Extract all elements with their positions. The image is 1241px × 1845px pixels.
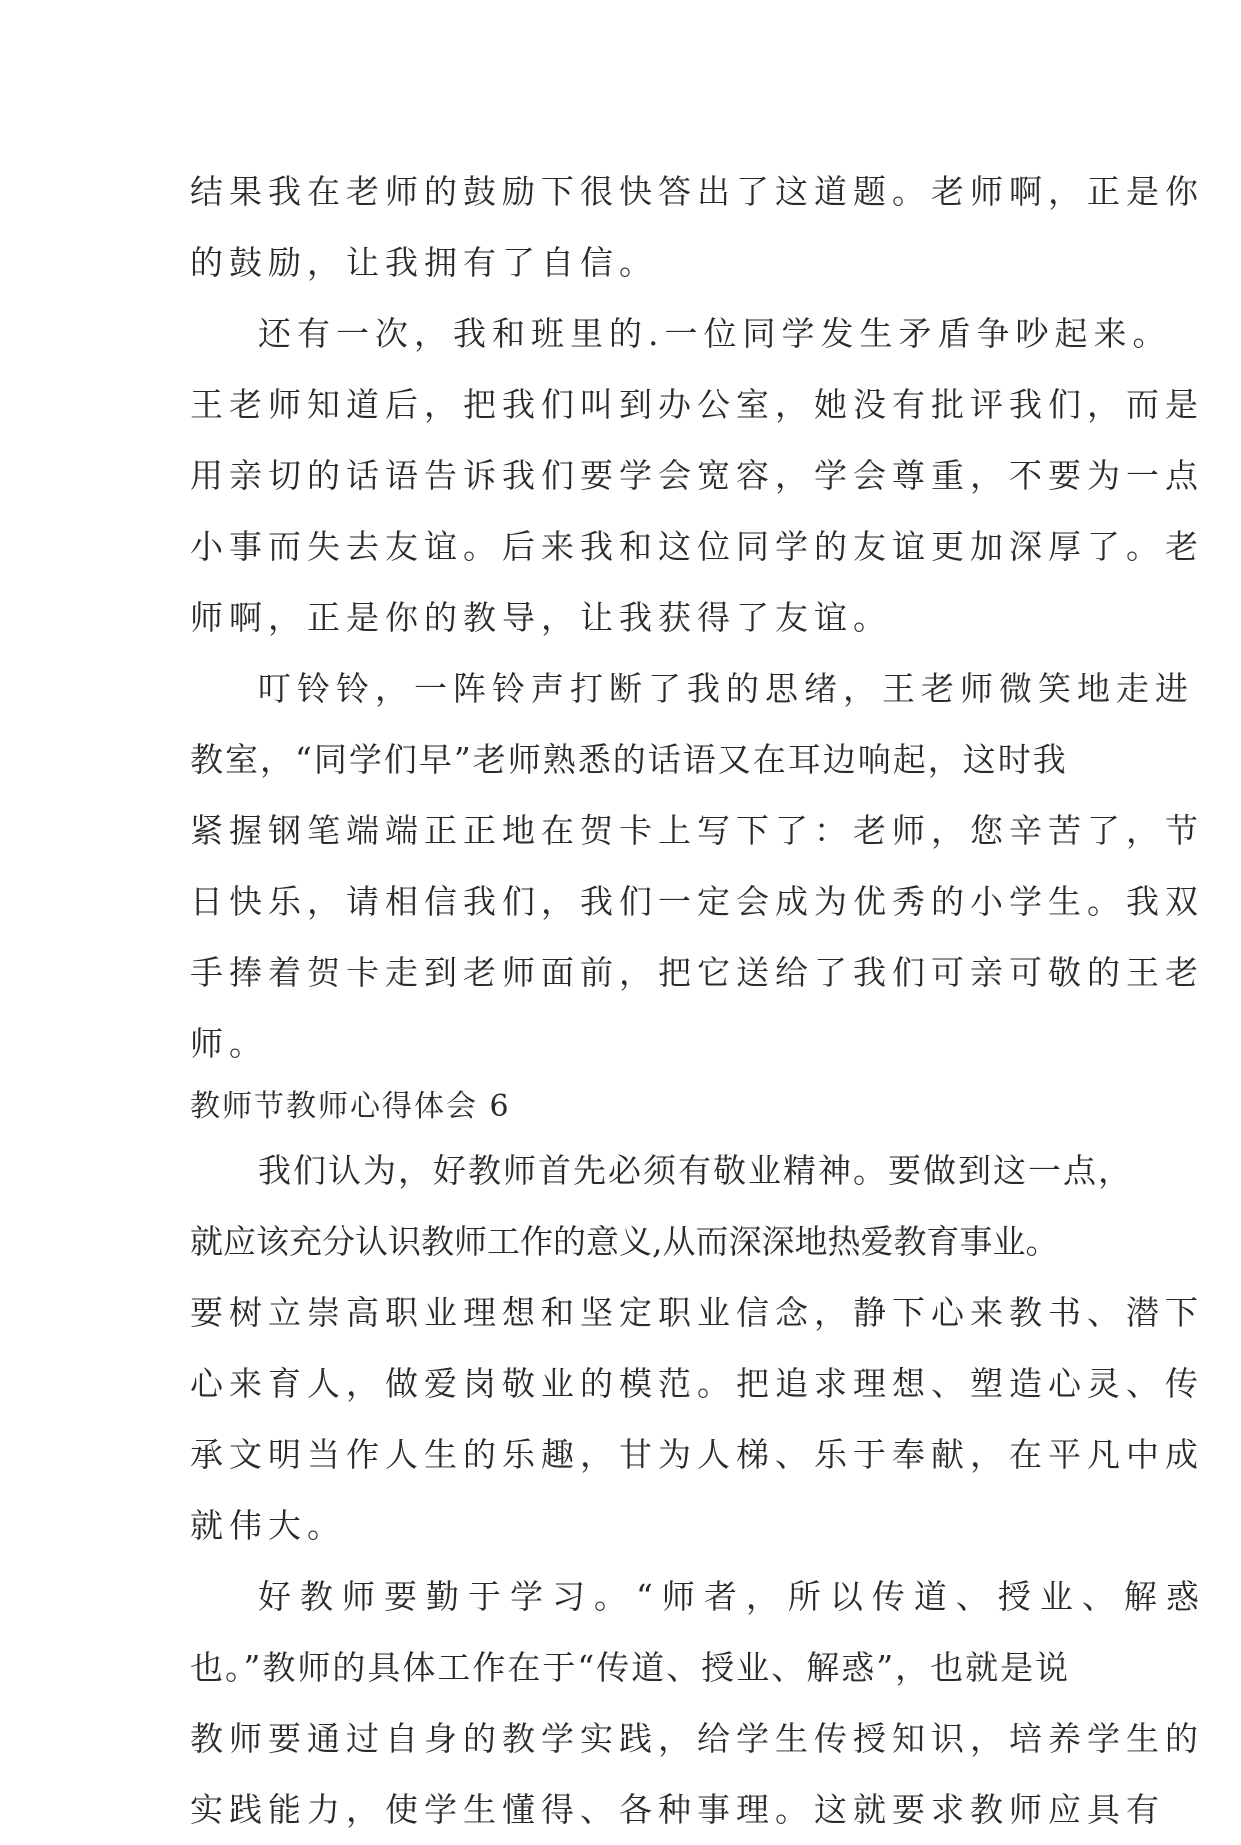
text-line: 的鼓励，让我拥有了自信。: [190, 243, 658, 282]
text-line: 日快乐，请相信我们，我们一定会成为优秀的小学生。我双: [190, 882, 1204, 921]
text-line: 心来育人，做爱岗敬业的模范。把追求理想、塑造心灵、传: [190, 1364, 1204, 1403]
text-line: 实践能力，使学生懂得、各种事理。这就要求教师应具有: [190, 1790, 1165, 1829]
document-body: [190, 156, 1208, 1845]
text-line: 承文明当作人生的乐趣，甘为人梯、乐于奉献，在平凡中成: [190, 1435, 1204, 1474]
text-line: 紧握钢笔端端正正地在贺卡上写下了：老师，您辛苦了，节: [190, 811, 1204, 850]
text-line: 要树立崇高职业理想和坚定职业信念，静下心来教书、潜下: [190, 1293, 1204, 1332]
text-line: 教室，“同学们早”老师熟悉的话语又在耳边响起，这时我: [190, 740, 1068, 779]
paragraph-5: [190, 1561, 1208, 1845]
text-line: 就伟大。: [190, 1506, 346, 1545]
paragraph-1: [190, 156, 1204, 298]
text-line: 师啊，正是你的教导，让我获得了友谊。: [190, 598, 892, 637]
text-line: 我们认为，好教师首先必须有敬业精神。要做到这一点，: [258, 1151, 1133, 1190]
text-line: 还有一次，我和班里的.一位同学发生矛盾争吵起来。: [258, 314, 1172, 353]
text-line: 就应该充分认识教师工作的意义,从而深深地热爱教育事业。: [190, 1222, 1059, 1261]
text-line: 好教师要勤于学习。“师者，所以传道、授业、解惑: [258, 1577, 1208, 1616]
text-line: 也。”教师的具体工作在于“传道、授业、解惑”，也就是说: [190, 1648, 1071, 1687]
text-line: 用亲切的话语告诉我们要学会宽容，学会尊重，不要为一点: [190, 456, 1204, 495]
text-line: 小事而失去友谊。后来我和这位同学的友谊更加深厚了。老: [190, 527, 1204, 566]
paragraph-4: [190, 1135, 1204, 1561]
text-line: 叮铃铃，一阵铃声打断了我的思绪，王老师微笑地走进: [258, 669, 1194, 708]
section-title: 教师节教师心得体会 6: [190, 1089, 511, 1124]
text-line: 结果我在老师的鼓励下很快答出了这道题。老师啊，正是你: [190, 172, 1204, 211]
paragraph-3: [190, 653, 1204, 1079]
text-line: 教师要通过自身的教学实践，给学生传授知识，培养学生的: [190, 1719, 1204, 1758]
paragraph-2: [190, 298, 1204, 653]
text-line: 王老师知道后，把我们叫到办公室，她没有批评我们，而是: [190, 385, 1204, 424]
text-line: 手捧着贺卡走到老师面前，把它送给了我们可亲可敬的王老: [190, 953, 1204, 992]
text-line: 师。: [190, 1024, 268, 1063]
